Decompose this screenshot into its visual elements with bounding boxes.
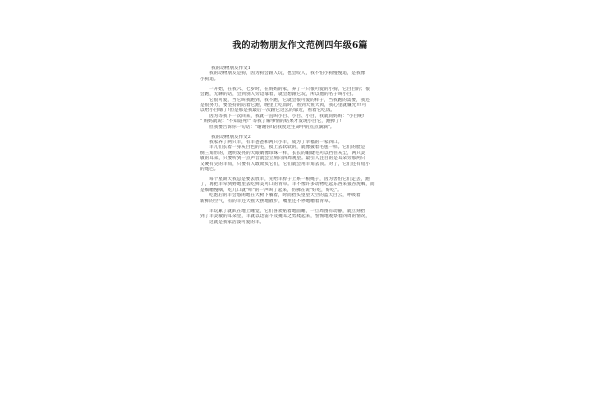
paragraph-line: 但我要告诉你一句话："谢谢你!陪我度过生命中的点点滴滴"。 [209, 124, 335, 130]
paragraph-line: 敏的耳朵，只要听到一点声音就会立刻向四周观望。最引人注目的是耳朵旁那两只 [200, 156, 366, 162]
paragraph-line: 又硬有尖的羊角，只要有人敢欺负它们，它们就会用羊角去顶。对了，它们还有短小 [200, 161, 370, 167]
paragraph-line: 它很可爱，当它叫我跑到，我不跑，它就会很可爱的样子，当我跑的需要，我还 [209, 97, 370, 103]
document-title: 我的动物朋友作文范例四年级6篇 [232, 41, 368, 51]
paragraph-line: 是很努力，要坚持的陪着它跑，晚里上吃饭时，看到大鱼大肉，我心里就嫌咒!!!可 [200, 103, 367, 109]
section-heading: 我的动物朋友作文2 [211, 134, 251, 140]
document-body [200, 66, 400, 225]
paragraph-line: 羊玩累了就趴在地上睡觉，它们喜欢贴着地面睡，一旦周围有动静，就立刻抬 [209, 208, 366, 214]
paragraph-line: 倒三角形的，透明发亮的大眼睛像珍珠一样，长长的眼睫毛可以挡住灰尘，两只灵 [200, 150, 366, 156]
paragraph-line: 我家养了两只羊，有羊爸爸和两只小羊，成为了幸福的一家四口。 [209, 140, 343, 146]
paragraph-line: 因为等我下一次回来，我就一直叫小白、小白、小白，我就问妈妈："小白呢! [209, 113, 365, 119]
paragraph-line: " 妈妈就说："不知道死!" 等我了解事情的结果才发现小白它，跑掉了! [200, 119, 342, 125]
paragraph-line: 每个星期天我总是要去放羊，先给羊脖子上系一根绳子，因为害怕它们走丢，跑 [209, 177, 370, 183]
paragraph-line: 的尾巴。 [200, 167, 219, 173]
paragraph-line: 新鲜的空气，有的羊还大摇大摆地散步，嘴里还不停地嚼着青草。 [200, 198, 334, 204]
paragraph-line: 一开始，在我六、七岁时，在妈妈的家，养了一只很可爱的小狗，它白白的；很 [209, 86, 370, 92]
paragraph-line: 吃饱后的羊会悠闲地在大树下躺着，时而抬头望望天空的蓝天白云，呼吸着 [209, 193, 361, 199]
paragraph-line: 到了羊灵敏的耳朵里，羊就以迅雷不及掩耳之势爬起来，警惕地观察着四周的情况， [200, 214, 370, 220]
paragraph-line: 我的动物朋友是狗，因为狗会跟人玩，也会咬人，我不怕小狗慢慢追，是我像 [209, 71, 366, 77]
paragraph-line: 以给小白嗨了!但是那是我最后一次跟它这么的靠近，看着它吃饭。 [200, 108, 336, 114]
paragraph-line: 了，再把羊牵到野地里去吃鲜美可口的青草。羊不像许多动物吃起东西来狼吞虎咽，而 [200, 182, 375, 188]
section-heading: 我的动物朋友作文1 [211, 66, 251, 71]
paragraph-line: 这就是我家活泼可爱的羊。 [209, 219, 265, 225]
paragraph-line: 是细嚼慢咽，吃几口就"咩"的一声叫了起来，仿佛在说"好吃，好吃"。 [200, 187, 342, 193]
paragraph-line: 小狗追。 [200, 76, 219, 82]
paragraph-line: 会跑，无聊的话，会到别人旁边靠着，就会想跟它玩，所以他的名子叫小白。 [200, 92, 357, 98]
paragraph-line: 羊儿们长着一身灰白色的毛，摸上去软软的，就像披着毛毯一样。它们的脸是 [209, 145, 366, 151]
